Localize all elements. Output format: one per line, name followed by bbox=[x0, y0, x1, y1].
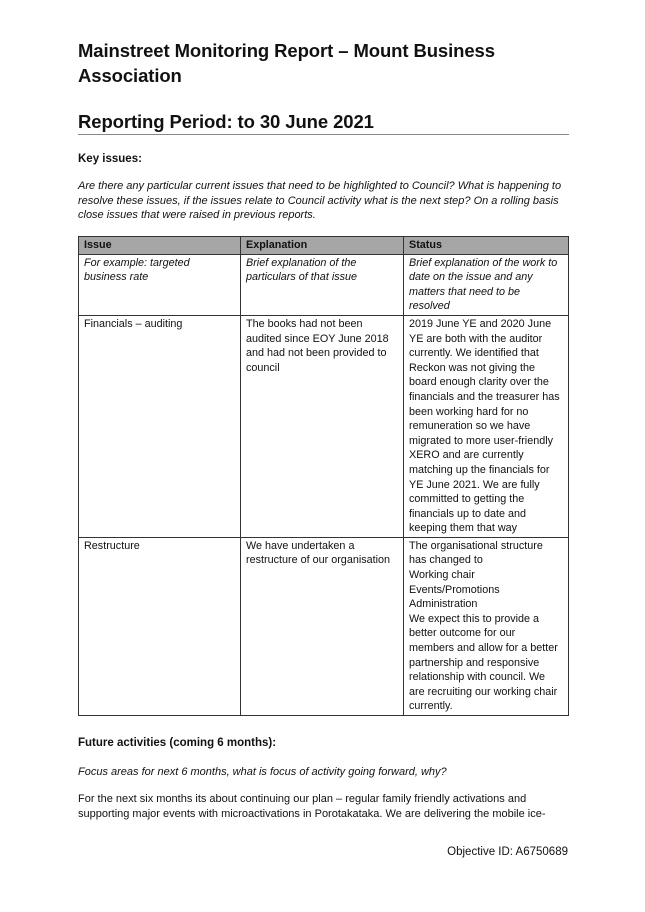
document-title: Mainstreet Monitoring Report – Mount Business Association bbox=[78, 40, 495, 86]
heading-divider bbox=[78, 134, 569, 135]
explanation-cell: We have undertaken a restructure of our organisation bbox=[241, 537, 404, 715]
issues-table bbox=[78, 236, 569, 716]
objective-id: Objective ID: A6750689 bbox=[447, 846, 568, 858]
status-cell bbox=[404, 537, 569, 715]
explanation-cell: The books had not been audited since EOY June 2018 and had not been provided to council bbox=[241, 315, 404, 537]
table-row bbox=[79, 315, 569, 537]
future-activities-heading: Future activities (coming 6 months): bbox=[78, 737, 277, 749]
explanation-cell: Brief explanation of the particulars of that issue bbox=[241, 254, 404, 315]
status-line: Administration bbox=[409, 598, 478, 611]
status-line: Working chair bbox=[409, 569, 475, 582]
issue-cell: Restructure bbox=[79, 537, 241, 715]
column-header-status: Status bbox=[404, 237, 569, 255]
status-cell: Brief explanation of the work to date on the issue and any matters that need to be resolved bbox=[404, 254, 569, 315]
table-header-row bbox=[79, 237, 569, 255]
future-activities-body: For the next six months its about continuing our plan – regular family friendly activations and supporting major events with microactivations in Porotakataka. We are delivering the mobile ice- bbox=[78, 793, 546, 820]
status-line: The organisational structure has changed to bbox=[409, 539, 543, 567]
table-row bbox=[79, 254, 569, 315]
column-header-issue: Issue bbox=[79, 237, 241, 255]
status-cell: 2019 June YE and 2020 June YE are both with the auditor currently. We identified that Reckon was not giving the board enough clarity over the financials and the treasurer has been working hard for no remuneration so we have migrated to more user-friendly XERO and are currently matching up the financials for YE June 2021. We are fully committed to getting the financials up to date and keeping them that way bbox=[404, 315, 569, 537]
reporting-period-heading: Reporting Period: to 30 June 2021 bbox=[78, 111, 374, 132]
key-issues-heading: Key issues: bbox=[78, 153, 142, 165]
key-issues-prompt: Are there any particular current issues that need to be highlighted to Council? What is happening to resolve these issues, if the issues relate to Council activity what is the next step? On a rolling basis close issues that were raised in previous reports. bbox=[78, 180, 562, 222]
issue-cell: Financials – auditing bbox=[79, 315, 241, 537]
status-line: Events/Promotions bbox=[409, 583, 500, 596]
table-row bbox=[79, 537, 569, 715]
column-header-explanation: Explanation bbox=[241, 237, 404, 255]
future-activities-prompt: Focus areas for next 6 months, what is focus of activity going forward, why? bbox=[78, 766, 447, 778]
status-line: We expect this to provide a better outcome for our members and allow for a better partnership and responsive relationship with council. We are recruiting our working chair currently. bbox=[409, 612, 558, 713]
issue-cell: For example: targeted business rate bbox=[79, 254, 241, 315]
